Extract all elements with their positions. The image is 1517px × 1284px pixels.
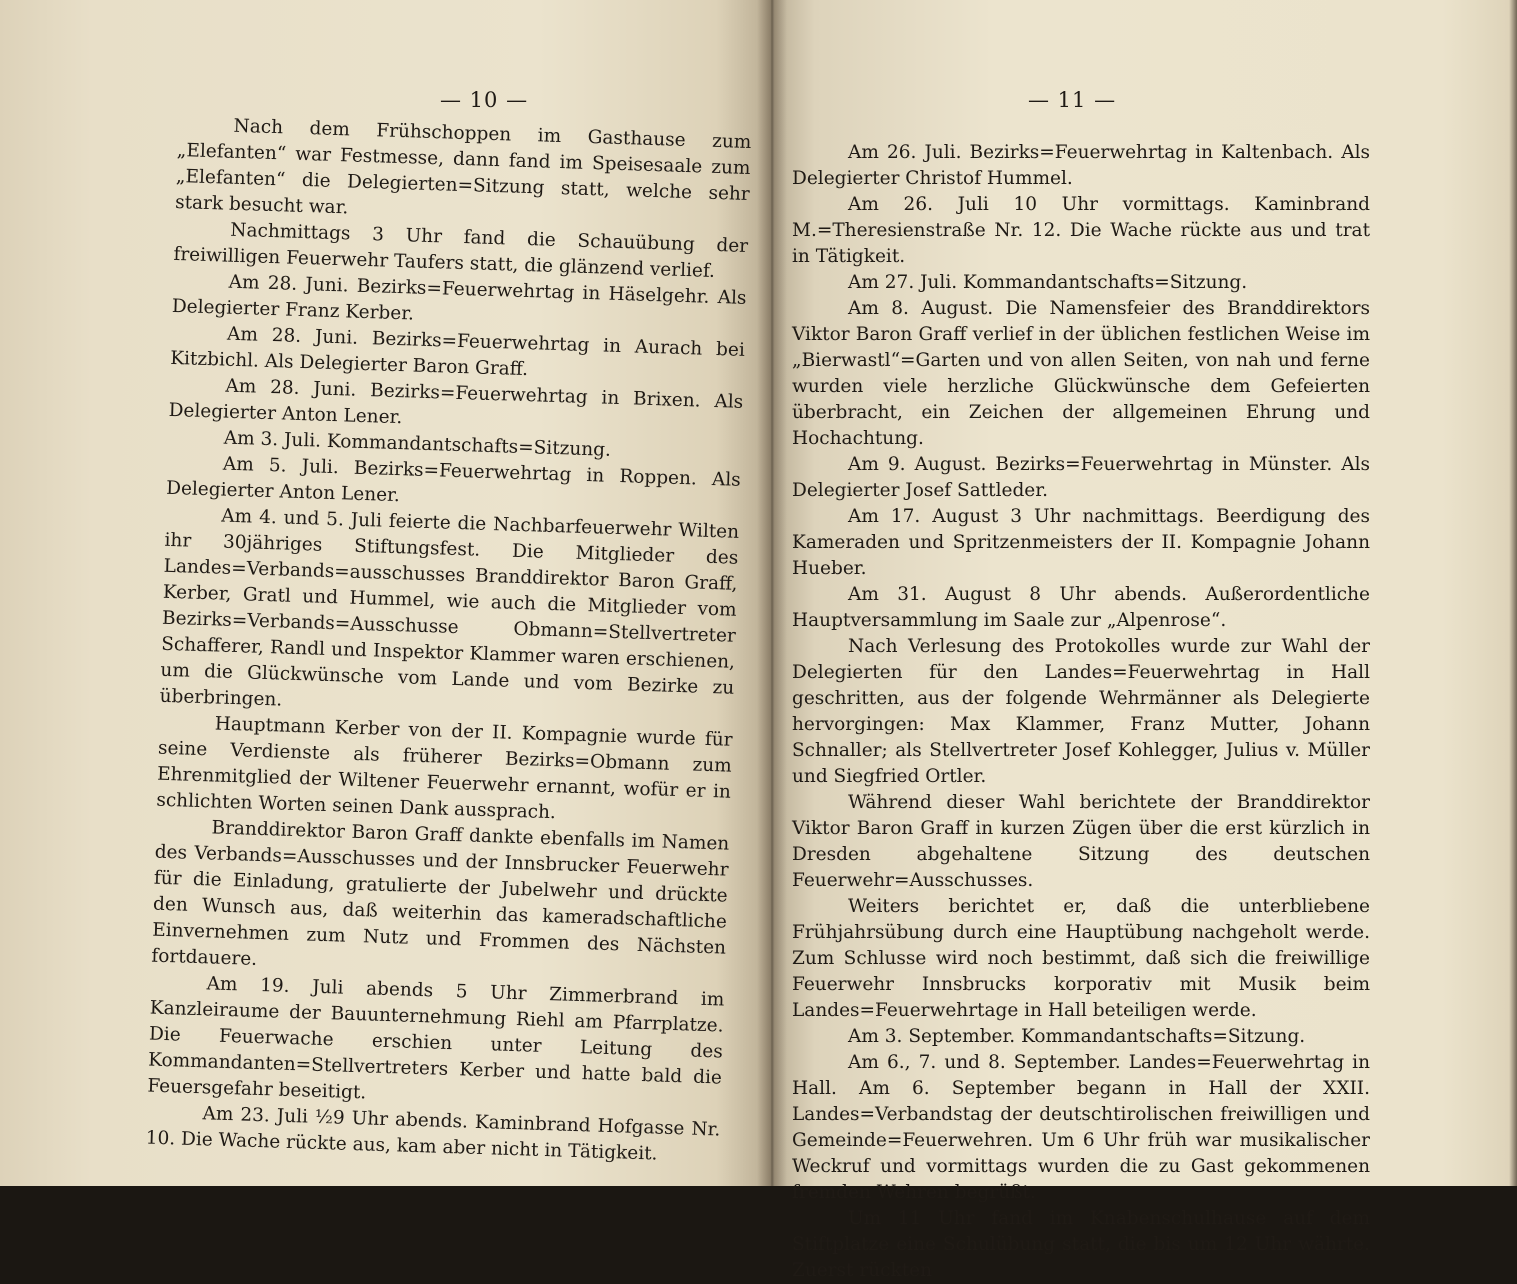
page-number-left: — 10 — — [440, 88, 529, 112]
paragraph: Am 3. Juli. Kommandantschafts=Sitzung. — [223, 427, 612, 461]
paragraph: Am 31. August 8 Uhr abends. Außerordentliche Hauptversammlung im Saale zur „Alpenrose“. — [792, 584, 1370, 631]
paragraph: Branddirektor Baron Graff dankte ebenfalls im Namen des Verbands=Ausschusses und der Innsbrucker Feuerwehr für die Einladung, gratulierte der Jubelwehr und drückte den Wunsch aus, daß weiterhin das kameradschaftliche Einvernehmen zum Nutz und Frommen des Nächsten fortdauere. — [151, 817, 730, 970]
paragraph: Am 28. Juni. Bezirks=Feuerwehrtag in Häselgehr. Als Delegierter Franz Kerber. — [171, 271, 747, 325]
paragraph: Während dieser Wahl berichtete der Branddirektor Viktor Baron Graff in kurzen Zügen über die erst kürzlich in Dresden abgehaltene Sitzung des deutschen Feuerwehr=Ausschusses. — [792, 792, 1370, 891]
paragraph: Am 23. Juli ½9 Uhr abends. Kaminbrand Hofgasse Nr. 10. Die Wache rückte aus, kam aber nicht in Tätigkeit. — [145, 1103, 721, 1165]
page-edge-shadow — [1509, 0, 1517, 1186]
left-page — [0, 0, 770, 1186]
paragraph: Am 4. und 5. Juli feierte die Nachbarfeuerwehr Wilten ihr 30jähriges Stiftungsfest. Die Mitglieder des Landes=Verbands=ausschusses Branddirektor Baron Graff, Kerber, Gratl und Hummel, wie auch die Mitglieder vom Bezirks=Verbands=Ausschusse Obmann=Stellvertreter Schafferer, Randl und Inspektor Klammer waren erschienen, um die Glückwünsche vom Lande und vom Bezirke zu überbringen. — [159, 505, 740, 711]
paragraph: Am 27. Juli. Kommandantschafts=Sitzung. — [848, 272, 1248, 293]
paragraph: Am 28. Juni. Bezirks=Feuerwehrtag in Aurach bei Kitzbichl. Als Delegierter Baron Graff. — [169, 323, 746, 381]
left-page-text — [145, 112, 751, 1170]
paragraph: Am 5. Juli. Bezirks=Feuerwehrtag in Roppen. Als Delegierter Anton Lener. — [165, 453, 742, 507]
paragraph: Am 8. August. Die Namensfeier des Branddirektors Viktor Baron Graff verlief in der üblichen festlichen Weise im „Bierwastl“=Garten und von allen Seiten, von nah und ferne wurden viele herzliche Glückwünsche dem Gefeierten überbracht, ein Zeichen der allgemeinen Ehrung und Hochachtung. — [792, 298, 1370, 449]
paragraph: Nachmittags 3 Uhr fand die Schauübung der freiwilligen Feuerwehr Taufers statt, die glänzend verlief. — [173, 219, 749, 282]
paragraph: Weiters berichtet er, daß die unterbliebene Frühjahrsübung durch eine Hauptübung nachgeholt werde. Zum Schlusse wird noch bestimmt, daß sich die freiwillige Feuerwehr Innsbrucks korporativ mit Musik beim Landes=Feuerwehrtage in Hall beteiligen werde. — [792, 896, 1370, 1021]
page-number-right: — 11 — — [1028, 88, 1117, 112]
paragraph: Hauptmann Kerber von der II. Kompagnie wurde für seine Verdienste als früherer Bezirks=Obmann zum Ehrenmitglied der Wiltener Feuerwehr ernannt, wofür er in schlichten Worten seinen Dank aussprach. — [156, 713, 733, 824]
paragraph: Am 19. Juli abends 5 Uhr Zimmerbrand im Kanzleiraume der Bauunternehmung Riehl am Pfarrplatze. Die Feuerwache erschien unter Leitung des Kommandanten=Stellvertreters Kerber und hatte bald die Feuersgefahr beseitigt. — [147, 973, 725, 1104]
paragraph: Um 11 Uhr fand im Knabenschulhause auf dem Stiftplatze eine Schulübung statt, die bis um 12 Uhr währte. Zuerst rückten — [792, 1208, 1370, 1281]
paragraph: Nach Verlesung des Protokolles wurde zur Wahl der Delegierten für den Landes=Feuerwehrtag in Hall geschritten, aus der folgende Wehrmänner als Delegierte hervorgingen: Max Klammer, Franz Mutter, Johann Schnaller; als Stellvertreter Josef Kohlegger, Julius v. Müller und Siegfried Ortler. — [792, 636, 1370, 787]
paragraph: Am 26. Juli. Bezirks=Feuerwehrtag in Kaltenbach. Als Delegierter Christof Hummel. — [792, 142, 1370, 189]
right-page-text — [792, 140, 1370, 1284]
paragraph: Am 3. September. Kommandantschafts=Sitzung. — [848, 1026, 1306, 1047]
paragraph: Am 9. August. Bezirks=Feuerwehrtag in Münster. Als Delegierter Josef Sattleder. — [792, 454, 1370, 501]
paragraph: Am 26. Juli 10 Uhr vormittags. Kaminbrand M.=Theresienstraße Nr. 12. Die Wache rückte aus und trat in Tätigkeit. — [792, 194, 1370, 267]
paragraph: Am 28. Juni. Bezirks=Feuerwehrtag in Brixen. Als Delegierter Anton Lener. — [168, 375, 744, 429]
paragraph: Am 17. August 3 Uhr nachmittags. Beerdigung des Kameraden und Spritzenmeisters der II. Kompagnie Johann Hueber. — [792, 506, 1370, 579]
paragraph: Am 6., 7. und 8. September. Landes=Feuerwehrtag in Hall. Am 6. September begann in Hall der XXII. Landes=Verbandstag der deutschtirolischen freiwilligen und Gemeinde=Feuerwehren. Um 6 Uhr früh war musikalischer Weckruf und vormittags wurden die zu Gast gekommenen fremden Wehren begrüßt. — [792, 1052, 1370, 1203]
book-gutter — [757, 0, 787, 1186]
paragraph: Nach dem Frühschoppen im Gasthause zum „Elefanten“ war Festmesse, dann fand im Speisesaale zum „Elefanten“ die Delegierten=Sitzung statt, welche sehr stark besucht war. — [174, 115, 752, 219]
